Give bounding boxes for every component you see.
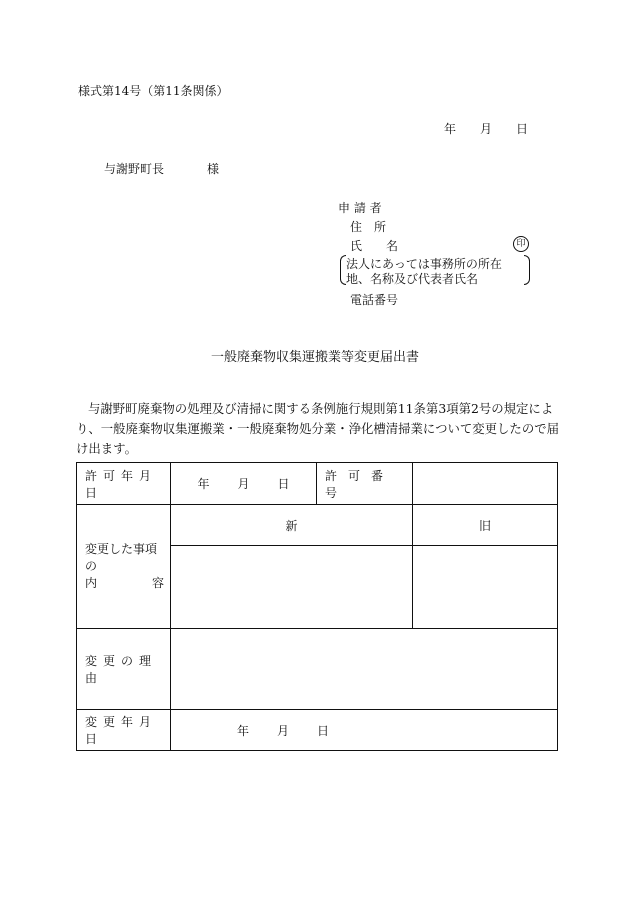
changed-items-label-line1: 変更した事項の: [85, 542, 158, 573]
body-text: [76, 399, 560, 459]
permit-row: [77, 463, 558, 505]
corporate-note-line2: 地、名称及び代表者氏名: [346, 272, 479, 286]
reason-row: [77, 629, 558, 710]
address-label: 住 所: [350, 220, 387, 234]
phone-label: 電話番号: [350, 293, 399, 307]
submission-date: [444, 120, 528, 137]
addressee-honorific: 様: [207, 162, 220, 176]
corporate-note: [340, 255, 526, 285]
changed-items-label-line2a: 内: [85, 576, 98, 590]
old-column-header: 旧: [413, 505, 558, 546]
bracket-right: [524, 255, 530, 285]
permit-date-value[interactable]: [171, 463, 317, 505]
change-date-value[interactable]: [171, 710, 558, 751]
change-day: 日: [317, 723, 330, 738]
permit-number-value[interactable]: [413, 463, 558, 505]
applicant-heading: 申 請 者: [338, 201, 382, 215]
changed-items-label: [77, 505, 171, 629]
form-number: 様式第14号（第11条関係）: [78, 84, 229, 98]
new-column-header: 新: [171, 505, 413, 546]
date-month: 月: [480, 122, 493, 136]
old-content-field[interactable]: [413, 546, 558, 629]
name-label: 氏 名: [350, 239, 399, 253]
date-year: 年: [444, 122, 457, 136]
reason-label: 変更の理由: [77, 629, 171, 710]
change-date-row: [77, 710, 558, 751]
changes-header-row: [77, 505, 558, 546]
addressee-name: 与謝野町長: [104, 162, 165, 176]
permit-year: 年: [197, 477, 210, 491]
permit-date-label: 許可年月日: [77, 463, 171, 505]
corporate-note-line1: 法人にあっては事務所の所在: [346, 257, 502, 271]
change-year: 年: [237, 723, 250, 738]
permit-day: 日: [277, 477, 290, 491]
body-text-content: 与謝野町廃棄物の処理及び清掃に関する条例施行規則第11条第3項第2号の規定により、一般廃棄物収集運搬業・一般廃棄物処分業・浄化槽清掃業について変更したので届け出ます。: [76, 401, 559, 456]
reason-field[interactable]: [171, 629, 558, 710]
date-day: 日: [516, 122, 529, 136]
permit-month: 月: [237, 477, 250, 491]
change-month: 月: [277, 723, 290, 738]
change-date-label: 変更年月日: [77, 710, 171, 751]
new-content-field[interactable]: [171, 546, 413, 629]
changed-items-label-line2b: 容: [151, 576, 164, 590]
seal-mark: 印: [513, 236, 529, 252]
document-title: 一般廃棄物収集運搬業等変更届出書: [210, 350, 419, 365]
permit-number-label: 許可番号: [317, 463, 413, 505]
notification-table: [76, 462, 558, 751]
